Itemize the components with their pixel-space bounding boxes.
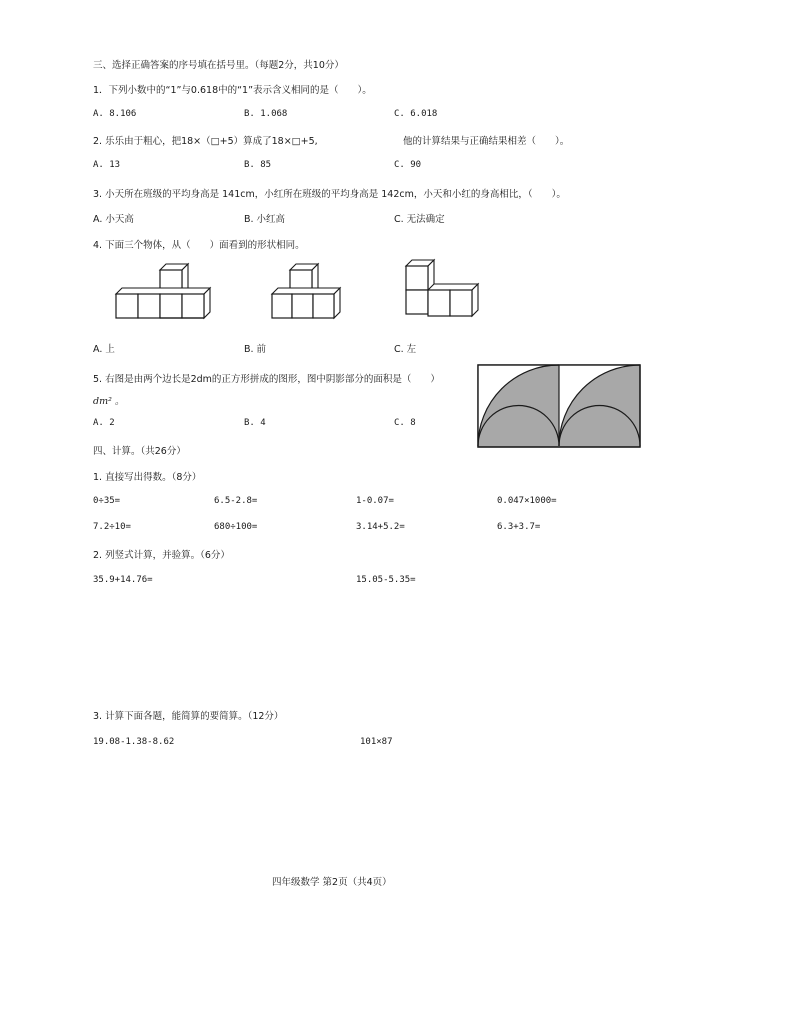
calc-item: 0.047×1000=	[497, 496, 557, 506]
q3-option-c: C. 无法确定	[394, 214, 445, 225]
q4-option-c: C. 左	[394, 344, 417, 355]
q2-stem-cont: 他的计算结果与正确结果相差（ ）。	[403, 136, 570, 147]
calc-item: 680÷100=	[214, 522, 258, 532]
section4-heading: 四、计算。（共26分）	[93, 446, 186, 457]
q1-stem: 1．下列小数中的“1”与0.618中的“1”表示含义相同的是（ ）。	[93, 85, 372, 96]
calc-item: 3.14+5.2=	[356, 522, 405, 532]
calc-item: 0÷35=	[93, 496, 121, 506]
part1-title: 1. 直接写出得数。（8分）	[93, 472, 202, 483]
section3-heading: 三、选择正确答案的序号填在括号里。（每题2分，共10分）	[93, 60, 344, 71]
calc-item: 6.3+3.7=	[497, 522, 541, 532]
q5-stem: 5. 右图是由两个边长是2dm的正方形拼成的图形，图中阴影部分的面积是（ ）	[93, 374, 440, 385]
q5-option-b: B. 4	[244, 418, 266, 428]
q1-option-a: A. 8.106	[93, 109, 137, 119]
shaded-area-figure	[478, 365, 640, 447]
q3-option-a: A. 小天高	[93, 214, 134, 225]
q4-option-a: A. 上	[93, 344, 115, 355]
q3-stem: 3. 小天所在班级的平均身高是 141cm，小红所在班级的平均身高是 142cm，小天和小红的身高相比，（ ）。	[93, 189, 566, 200]
q2-stem: 2. 乐乐由于粗心，把18×（□+5）算成了18×□+5,	[93, 136, 318, 147]
q1-option-b: B. 1.068	[244, 109, 288, 119]
cube-figure-a	[112, 262, 222, 324]
q2-option-b: B. 85	[244, 160, 272, 170]
vertical-calc-item: 15.05-5.35=	[356, 575, 416, 585]
q2-option-c: C. 90	[394, 160, 422, 170]
page-footer: 四年级数学 第2页（共4页）	[272, 877, 392, 888]
q5-unit: dm² 。	[93, 396, 125, 407]
vertical-calc-item: 35.9+14.76=	[93, 575, 153, 585]
cube-figure-b	[268, 262, 348, 324]
simplify-item: 101×87	[360, 737, 393, 747]
calc-item: 7.2÷10=	[93, 522, 131, 532]
q5-option-c: C. 8	[394, 418, 416, 428]
cube-figure-c	[402, 260, 484, 322]
simplify-item: 19.08-1.38-8.62	[93, 737, 175, 747]
calc-item: 6.5-2.8=	[214, 496, 258, 506]
q4-option-b: B. 前	[244, 344, 267, 355]
q2-option-a: A. 13	[93, 160, 121, 170]
part3-title: 3. 计算下面各题，能简算的要简算。（12分）	[93, 711, 284, 722]
calc-item: 1-0.07=	[356, 496, 394, 506]
q4-stem: 4. 下面三个物体，从（ ）面看到的形状相同。	[93, 240, 305, 251]
part2-title: 2. 列竖式计算，并验算。（6分）	[93, 550, 230, 561]
q1-option-c: C. 6.018	[394, 109, 438, 119]
q3-option-b: B. 小红高	[244, 214, 286, 225]
q5-option-a: A. 2	[93, 418, 115, 428]
